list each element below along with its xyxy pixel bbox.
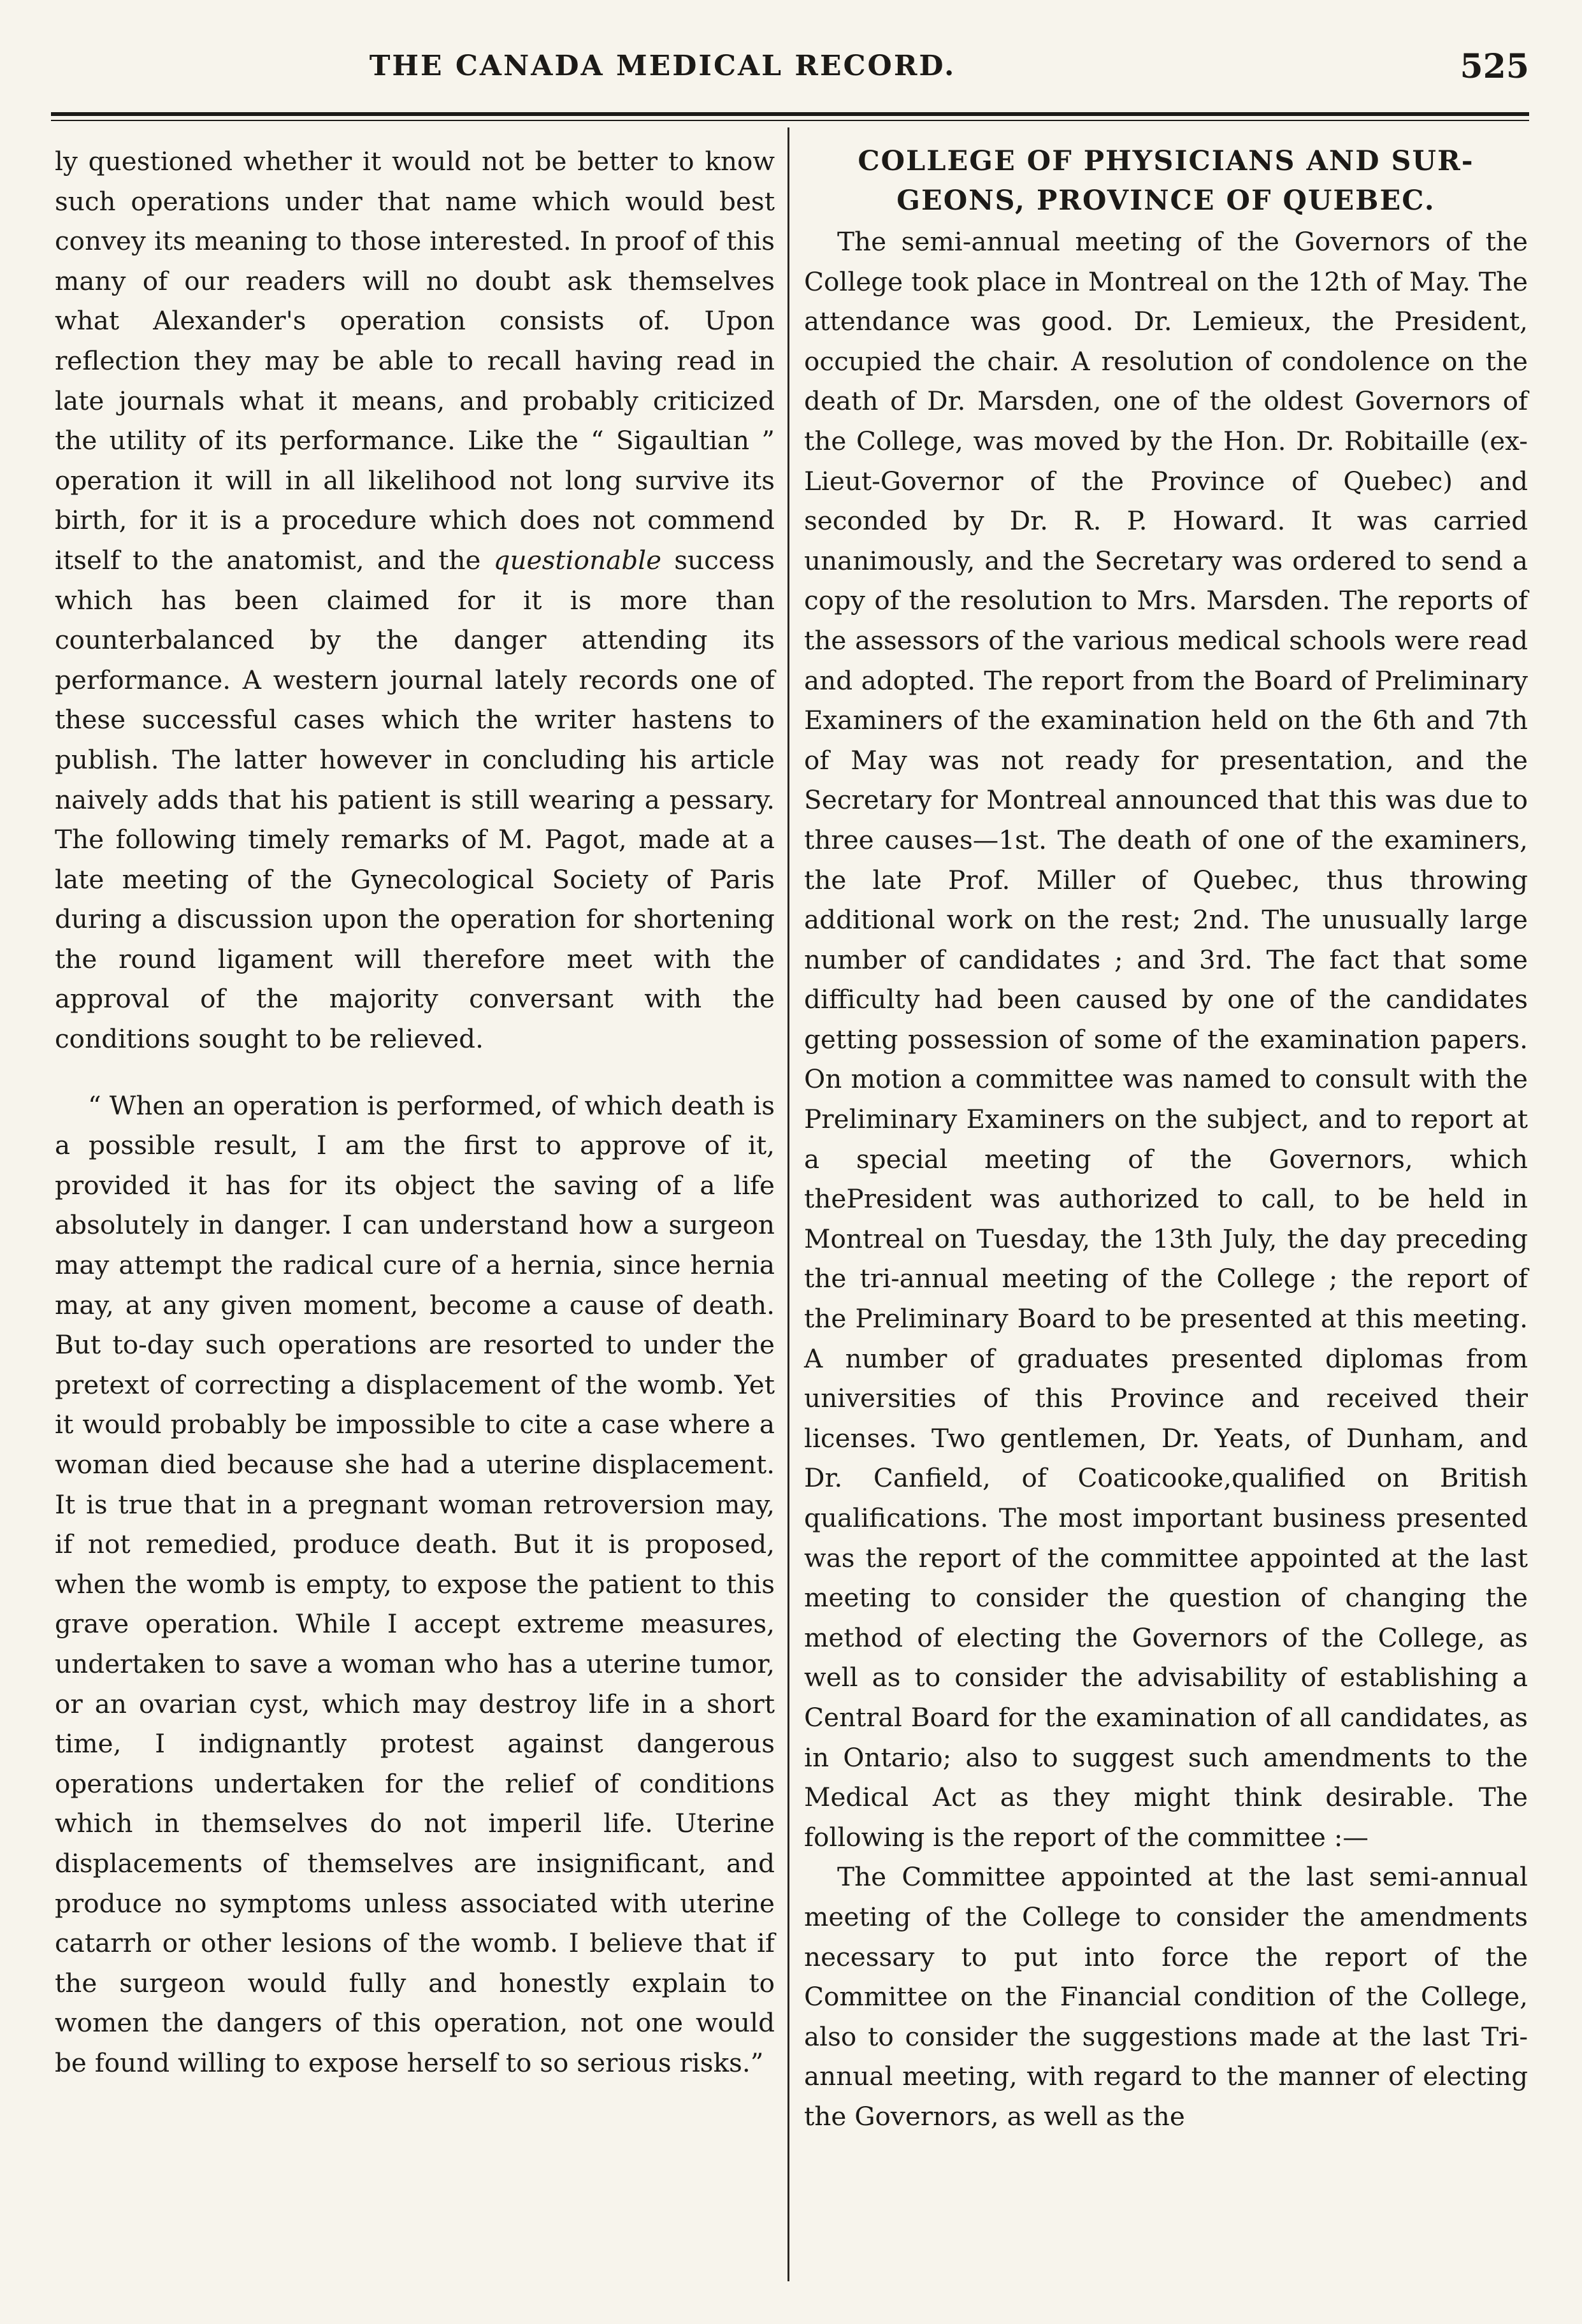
column-divider <box>787 127 789 2281</box>
committee-report-paragraph: The Committee appointed at the last semi-annual meeting of the College to consider the amendments necessary to put into force the report of the Committee on the Financial condition of the College, also to consider the suggestions made at the last Tri-annual meeting, with regard to the manner of electing the Governors, as well as the <box>804 1861 1528 2132</box>
running-title: THE CANADA MEDICAL RECORD. <box>369 50 956 82</box>
section-heading-line-1: COLLEGE OF PHYSICIANS AND SUR- <box>858 145 1474 177</box>
header-rule-thin <box>51 120 1529 121</box>
running-header <box>51 47 1529 101</box>
header-rule-thick <box>51 112 1529 116</box>
right-column <box>804 141 1528 2137</box>
left-paragraph-text-a: ly questioned whether it would not be better to know such operations under that name which would best convey its meaning to those interested. In proof of this many of our readers will no doubt ask themselves what Alexander's operation consists of. Upon reflection they may be able to recall having read in late journals what it means, and probably criticized the utility of its performance. Like the “ Sigaultian ” operation it will in all likelihood not long survive its birth, for it is a procedure which does not commend itself to the anatomist, and the <box>55 146 775 575</box>
left-paragraph-emphasis: questionable <box>493 544 662 575</box>
meeting-report-paragraph: The semi-annual meeting of the Governors of the College took place in Montreal on the 12th of May. The attendance was good. Dr. Lemieux, the President, occupied the chair. A resolution of condolence on the death of Dr. Marsden, one of the oldest Governors of the College, was moved by the Hon. Dr. Robitaille (ex-Lieut-Governor of the Province of Quebec) and seconded by Dr. R. P. Howard. It was carried unanimously, and the Secretary was ordered to send a copy of the resolution to Mrs. Marsden. The reports of the assessors of the various medical schools were read and adopted. The report from the Board of Preliminary Examiners of the examination held on the 6th and 7th of May was not ready for presentation, and the Secretary for Montreal announced that this was due to three causes—1st. The death of one of the examiners, the late Prof. Miller of Quebec, thus throwing additional work on the rest; 2nd. The unusually large number of candidates ; and 3rd. The fact that some difficulty had been caused by one of the candidates getting possession of some of the examination papers. On motion a committee was named to consult with the Preliminary Examiners on the subject, and to report at a special meeting of the Governors, which thePresident was authorized to call, to be held in Montreal on Tuesday, the 13th July, the day preceding the tri-annual meeting of the College ; the report of the Preliminary Board to be presented at this meeting. A number of graduates presented diplomas from universities of this Province and received their licenses. Two gentlemen, Dr. Yeats, of Dunham, and Dr. Canfield, of Coaticooke,qualified on British qualifications. The most important business presented was the report of the committee appointed at the last meeting to consider the question of changing the method of electing the Governors of the College, as well as to consider the advisability of establishing a Central Board for the examination of all candidates, as in Ontario; also to suggest such amendments to the Medical Act as they might think desirable. The following is the report of the committee :— <box>804 226 1528 1852</box>
section-heading-line-2: GEONS, PROVINCE OF QUEBEC. <box>896 185 1435 217</box>
pagot-quotation: “ When an operation is performed, of which death is a possible result, I am the first to approve of it, provided it has for its object the saving of a life absolutely in danger. I can understand how a surgeon may attempt the radical cure of a hernia, since hernia may, at any given moment, become a cause of death. But to-day such operations are resorted to under the pretext of correcting a displacement of the womb. Yet it would probably be impossible to cite a case where a woman died because she had a uterine displacement. It is true that in a pregnant woman retroversion may, if not remedied, produce death. But it is proposed, when the womb is empty, to expose the patient to this grave operation. While I accept extreme measures, undertaken to save a woman who has a uterine tumor, or an ovarian cyst, which may destroy life in a short time, I indignantly protest against dangerous operations undertaken for the relief of conditions which in themselves do not imperil life. Uterine displacements of themselves are insignificant, and produce no symptoms unless associated with uterine catarrh or other lesions of the womb. I believe that if the surgeon would fully and honestly explain to women the dangers of this operation, not one would be found willing to expose herself to so serious risks.” <box>55 1090 775 2078</box>
left-paragraph-text-b: success which has been claimed for it is more than counterbalanced by the danger attending its performance. A western journal lately records one of these successful cases which the writer hastens to publish. The latter however in concluding his article naively adds that his patient is still wearing a pessary. The following timely remarks of M. Pagot, made at a late meeting of the Gynecological Society of Paris during a discussion upon the operation for shortening the round ligament will therefore meet with the approval of the majority conversant with the conditions sought to be relieved. <box>55 544 775 1055</box>
left-paragraph-continuation <box>55 141 775 1059</box>
section-heading <box>804 141 1528 220</box>
page-number: 525 <box>1460 47 1529 86</box>
left-column <box>55 141 775 2083</box>
